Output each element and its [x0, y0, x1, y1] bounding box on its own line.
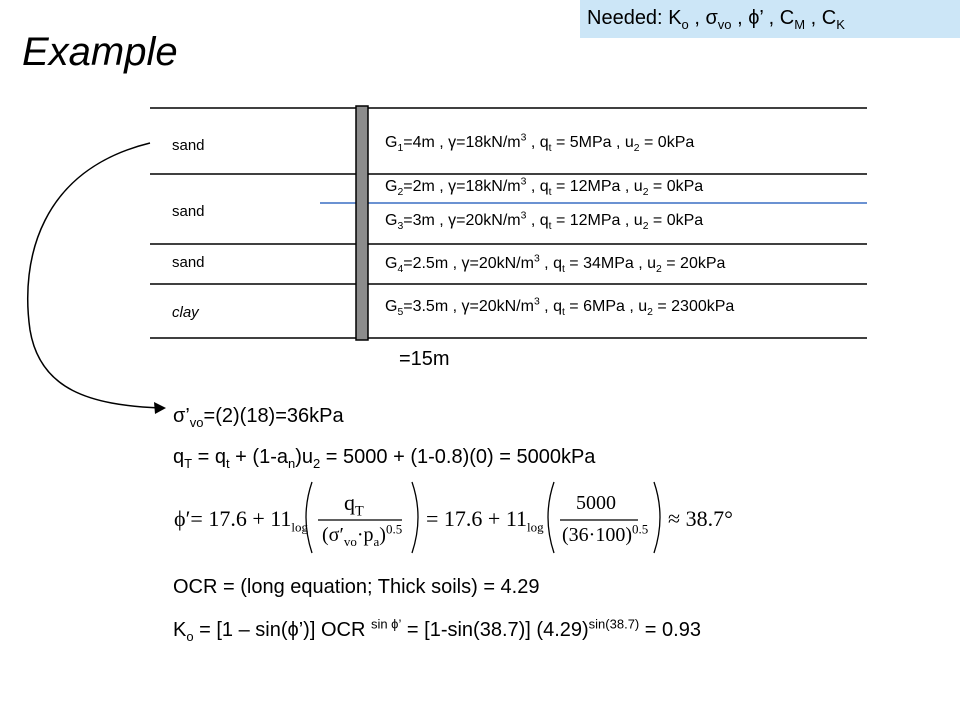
equation-phi-middle: = $17.6 + 11_{log}$: [426, 506, 544, 535]
equation-ko: $K_o = [1$ – sin(ϕ’)] OCR $^{sin \phi’}$ = [1-sin(38.7)] $(4.29)^{sin(38.7)} = 0.93$: [173, 616, 701, 644]
soil-label: sand: [172, 254, 205, 271]
soil-label: clay: [172, 304, 199, 321]
phi-denominator-2: $(36\cdot 100)^{0.5}$: [562, 521, 649, 546]
layer-description: $G_4=2.5m$ , $\gamma=20kN/m^3$ , $q_t = 34MPa$ , $u_2 = 20kPa$: [385, 253, 726, 276]
page-title: Example: [22, 30, 178, 74]
equation-sigma-vo: $\sigma’_{vo}=(2)(18)=36kPa$: [173, 405, 344, 430]
phi-paren-right-1: [412, 482, 418, 553]
layer-description: $G_1=4m$ , $\gamma=18kN/m^3$ , $q_t = 5MPa$ , $u_2 = 0kPa$: [385, 132, 695, 155]
reference-arrow: [28, 143, 160, 408]
layer-description: $G_5=3.5m$ , $\gamma=20kN/m^3$ , $q_t = 6MPa$ , $u_2 = 2300kPa$: [385, 296, 735, 319]
equation-phi-lhs: $\phi'= 17.6 + 11_{log}$: [174, 506, 309, 535]
phi-numerator-2: 5000: [576, 492, 616, 514]
reference-arrowhead: [154, 402, 166, 414]
equation-qt: $q_T = q_t + (1-a_n)u_2 = 5000 + (1-0.8)(0) = 5000kPa$: [173, 446, 596, 471]
phi-paren-right-2: [654, 482, 660, 553]
layer-description: $G_3=3m$ , $\gamma=20kN/m^3$ , $q_t = 12MPa$ , $u_2 = 0kPa$: [385, 210, 704, 233]
phi-numerator-1: $q_T$: [344, 490, 364, 520]
needed-text: Needed: $K_o$ , $\sigma_{vo}$ , ϕ’ , $C_M$ , $C_K$: [587, 7, 845, 32]
soil-label: sand: [172, 203, 205, 220]
phi-denominator-1: $(\sigma'_{vo}\cdot p_a)^{0.5}$: [322, 521, 403, 549]
equation-ocr: OCR = (long equation; Thick soils) = 4.29: [173, 576, 540, 598]
phi-paren-left-2: [548, 482, 554, 553]
phi-result: ≈ 38.7°: [668, 506, 733, 531]
total-depth: =15m: [399, 348, 450, 370]
soil-label: sand: [172, 137, 205, 154]
cone-rod: [356, 106, 368, 340]
layer-description: $G_2=2m$ , $\gamma=18kN/m^3$ , $q_t = 12MPa$ , $u_2 = 0kPa$: [385, 176, 704, 199]
